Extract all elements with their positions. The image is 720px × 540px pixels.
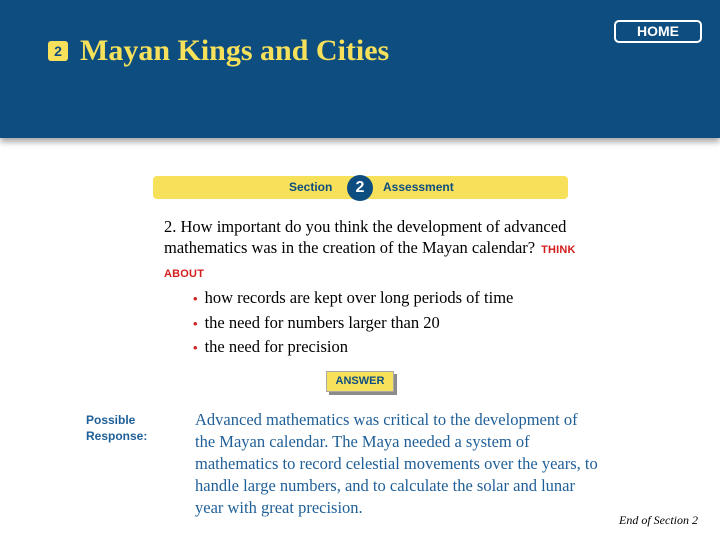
home-button[interactable]: HOME (614, 20, 702, 43)
section-number-circle: 2 (347, 175, 373, 201)
hint-text: the need for numbers larger than 20 (204, 312, 440, 332)
bullet-icon: • (193, 340, 198, 355)
section-assessment-bar (153, 176, 568, 199)
list-item (193, 286, 513, 311)
possible-response-label: Possible Response: (86, 413, 148, 443)
answer-button[interactable]: ANSWER (326, 371, 394, 392)
hint-text: how records are kept over long periods of time (204, 288, 514, 307)
think-about-label: THINK ABOUT (164, 244, 576, 280)
bullet-icon: • (193, 291, 198, 306)
assessment-label: Assessment (383, 180, 454, 194)
header-banner (0, 0, 720, 138)
section-number-badge: 2 (48, 41, 68, 61)
page-title: Mayan Kings and Cities (80, 34, 390, 67)
hint-text: the need for precision (204, 337, 348, 356)
question-block (164, 216, 584, 285)
bullet-icon: • (193, 315, 198, 331)
list-item (193, 335, 513, 360)
possible-response-text: Advanced mathematics was critical to the development of the Mayan calendar. The Maya needed a system of mathematics to record celestial movements over the years, to handle large numbers, and to calculate the solar and lunar year with great precision. (195, 410, 598, 517)
think-about-hints (193, 286, 513, 360)
section-label: Section (289, 180, 333, 194)
question-text: 2. How important do you think the development of advanced mathematics was in the creation of the Mayan calendar? (164, 217, 567, 257)
end-of-section-label: End of Section 2 (619, 513, 698, 527)
list-item (193, 311, 513, 336)
